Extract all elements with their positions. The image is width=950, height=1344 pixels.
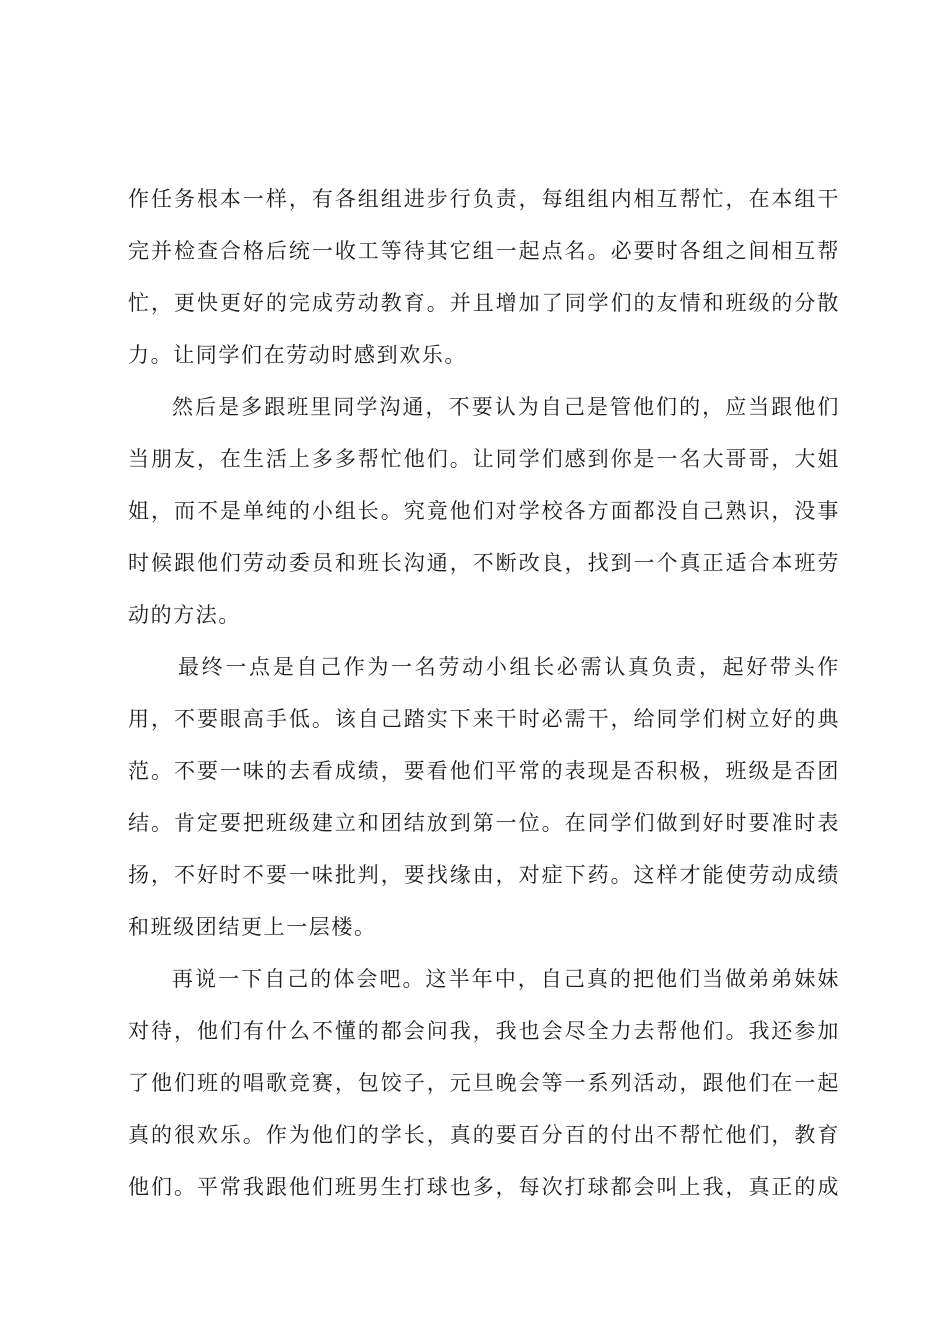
paragraph-3-line-2: 用，不要眼高手低。该自己踏实下来干时必需干，给同学们树立好的典 bbox=[128, 707, 840, 731]
paragraph-3-line-5: 扬，不好时不要一味批判，要找缘由，对症下药。这样才能使劳动成绩 bbox=[128, 863, 840, 887]
paragraph-2-line-4: 时候跟他们劳动委员和班长沟通，不断改良，找到一个真正适合本班劳 bbox=[128, 551, 840, 575]
paragraph-2-line-1: 然后是多跟班里同学沟通，不要认为自己是管他们的，应当跟他们 bbox=[172, 395, 840, 419]
paragraph-1-line-2: 完并检查合格后统一收工等待其它组一起点名。必要时各组之间相互帮 bbox=[128, 239, 840, 263]
paragraph-3-line-3: 范。不要一味的去看成绩，要看他们平常的表现是否积极，班级是否团 bbox=[128, 759, 840, 783]
paragraph-1-line-4: 力。让同学们在劳动时感到欢乐。 bbox=[128, 343, 467, 367]
paragraph-4-line-2: 对待，他们有什么不懂的都会问我，我也会尽全力去帮他们。我还参加 bbox=[128, 1019, 840, 1043]
paragraph-3-line-6: 和班级团结更上一层楼。 bbox=[128, 915, 377, 939]
paragraph-1-line-3: 忙，更快更好的完成劳动教育。并且增加了同学们的友情和班级的分散 bbox=[128, 291, 840, 315]
paragraph-3-line-4: 结。肯定要把班级建立和团结放到第一位。在同学们做到好时要准时表 bbox=[128, 811, 840, 835]
paragraph-2-line-2: 当朋友，在生活上多多帮忙他们。让同学们感到你是一名大哥哥，大姐 bbox=[128, 447, 840, 471]
paragraph-4-line-3: 了他们班的唱歌竞赛，包饺子，元旦晚会等一系列活动，跟他们在一起 bbox=[128, 1071, 840, 1095]
paragraph-1-line-1: 作任务根本一样，有各组组进步行负责，每组组内相互帮忙，在本组干 bbox=[128, 187, 840, 211]
paragraph-4-line-1: 再说一下自己的体会吧。这半年中，自己真的把他们当做弟弟妹妹 bbox=[172, 967, 840, 991]
paragraph-2-line-5: 动的方法。 bbox=[128, 603, 241, 627]
paragraph-3-line-1: 最终一点是自己作为一名劳动小组长必需认真负责，起好带头作 bbox=[178, 655, 840, 679]
paragraph-4-line-4: 真的很欢乐。作为他们的学长，真的要百分百的付出不帮忙他们，教育 bbox=[128, 1123, 840, 1147]
paragraph-2-line-3: 姐，而不是单纯的小组长。究竟他们对学校各方面都没自己熟识，没事 bbox=[128, 499, 840, 523]
paragraph-4-line-5: 他们。平常我跟他们班男生打球也多，每次打球都会叫上我，真正的成 bbox=[128, 1175, 840, 1199]
